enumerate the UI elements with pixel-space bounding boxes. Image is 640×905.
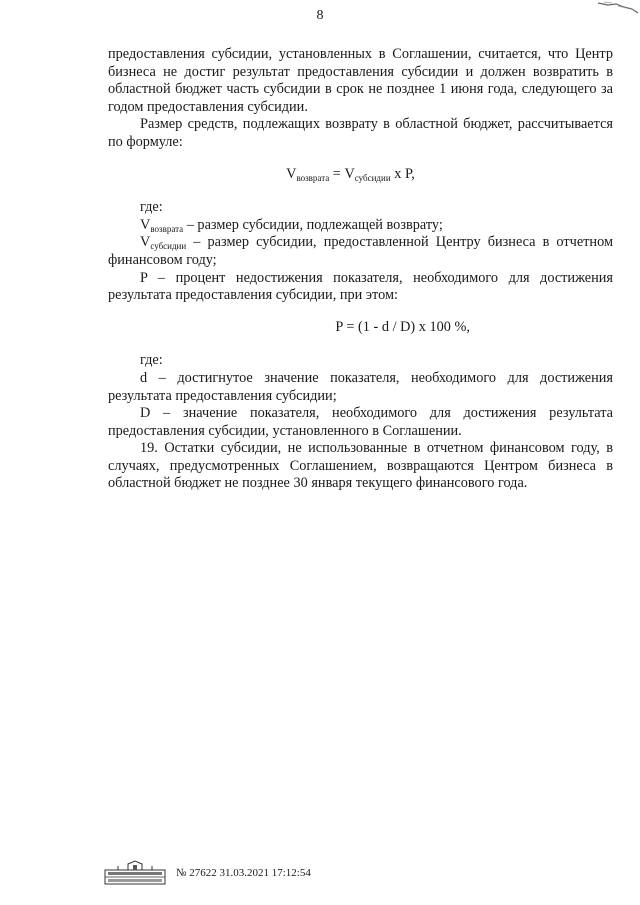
formula-return-amount bbox=[108, 166, 613, 184]
formula-sub-return: возврата bbox=[296, 172, 330, 183]
formula-sub-subsidy: субсидии bbox=[354, 172, 391, 183]
definition-d-achieved: d – достигнутое значение показателя, необходимого для достижения результата предоставления субсидии; bbox=[108, 369, 613, 404]
def-v-symbol-2: V bbox=[140, 234, 151, 251]
def-v-sub-subsidy: субсидии bbox=[150, 241, 187, 252]
definition-v-subsidy bbox=[108, 234, 613, 269]
document-body bbox=[108, 46, 613, 493]
formula-v-symbol-2: V bbox=[344, 165, 355, 182]
formula-v-symbol: V bbox=[286, 165, 297, 182]
scan-corner-mark-icon bbox=[596, 0, 640, 16]
paragraph-19-remaining-funds: 19. Остатки субсидии, не использованные в отчетном финансовом году, в случаях, предусмотренных Соглашением, возвращаются Центром бизнеса в областной бюджет не позднее 30 января текущего финансового года. bbox=[108, 440, 613, 492]
def-v-symbol: V bbox=[140, 216, 151, 233]
formula-equals: = bbox=[329, 165, 345, 182]
def-v-subsidy-text: – размер субсидии, предоставленной Центру бизнеса в отчетном финансовом году; bbox=[108, 234, 613, 268]
document-footer bbox=[104, 860, 364, 890]
where-label-2: где: bbox=[140, 352, 163, 369]
paragraph-subsidy-return-condition: предоставления субсидии, установленных в Соглашении, считается, что Центр бизнеса не достиг результат предоставления субсидии и должен возвратить в областной бюджет часть субсидии в срок не позднее 1 июня года, следующего за годом предоставления субсидии. bbox=[108, 46, 613, 115]
paragraph-formula-intro: Размер средств, подлежащих возврату в областной бюджет, рассчитывается по формуле: bbox=[108, 116, 613, 150]
where-label-1: где: bbox=[140, 199, 163, 216]
formula-percent: P = (1 - d / D) x 100 %, bbox=[335, 318, 470, 335]
def-v-sub-return: возврата bbox=[150, 223, 184, 234]
registry-number: № 27622 31.03.2021 17:12:54 bbox=[176, 867, 311, 879]
registry-seal-icon bbox=[104, 860, 166, 886]
definition-d-target: D – значение показателя, необходимого для достижения результата предоставления субсидии, установленного в Соглашении. bbox=[108, 405, 613, 439]
def-v-return-text: – размер субсидии, подлежащей возврату; bbox=[183, 216, 443, 233]
definition-p: P – процент недостижения показателя, необходимого для достижения результата предоставления субсидии, при этом: bbox=[108, 269, 613, 304]
page-number: 8 bbox=[316, 8, 324, 23]
definition-v-return bbox=[108, 217, 613, 235]
formula-tail: x P, bbox=[390, 165, 415, 182]
